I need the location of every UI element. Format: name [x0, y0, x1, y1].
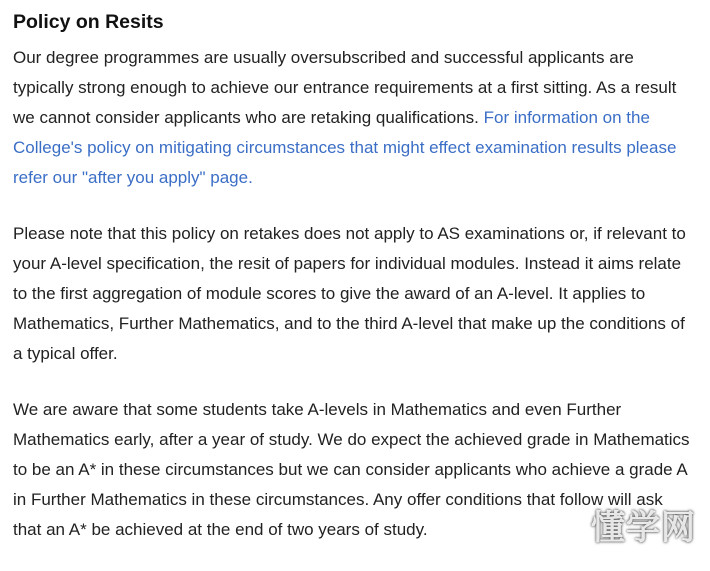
page-title: Policy on Resits [13, 11, 164, 33]
article [13, 10, 693, 571]
watermark-logo: 懂学网 [591, 508, 696, 548]
paragraph-retakes-note: Please note that this policy on retakes does not apply to AS examinations or, if relevant to your A-level specification, the resit of papers for individual modules. Instead it aims relate to the first aggregation of module scores to give the award of an A-level. It applies to Mathematics, Further Mathematics, and to the third A-level that make up the conditions of a typical offer. [13, 224, 686, 363]
paragraph-resit-policy [13, 43, 693, 193]
paragraph-text: Our degree programmes are usually oversubscribed and successful applicants are typically strong enough to achieve our entrance requirements at a first sitting. As a result we cannot consider applicants who are retaking qualifications. [13, 48, 677, 127]
after-you-apply-link[interactable]: For information on the College's policy on mitigating circumstances that might effect examination results please refer our "after you apply" page. [13, 108, 677, 187]
paragraph-early-alevels: We are aware that some students take A-levels in Mathematics and even Further Mathematics early, after a year of study. We do expect the achieved grade in Mathematics to be an A* in these circumstances but we can consider applicants who achieve a grade A in Further Mathematics in these circumstances. Any offer conditions that follow will ask that an A* be achieved at the end of two years of study. [13, 400, 690, 539]
